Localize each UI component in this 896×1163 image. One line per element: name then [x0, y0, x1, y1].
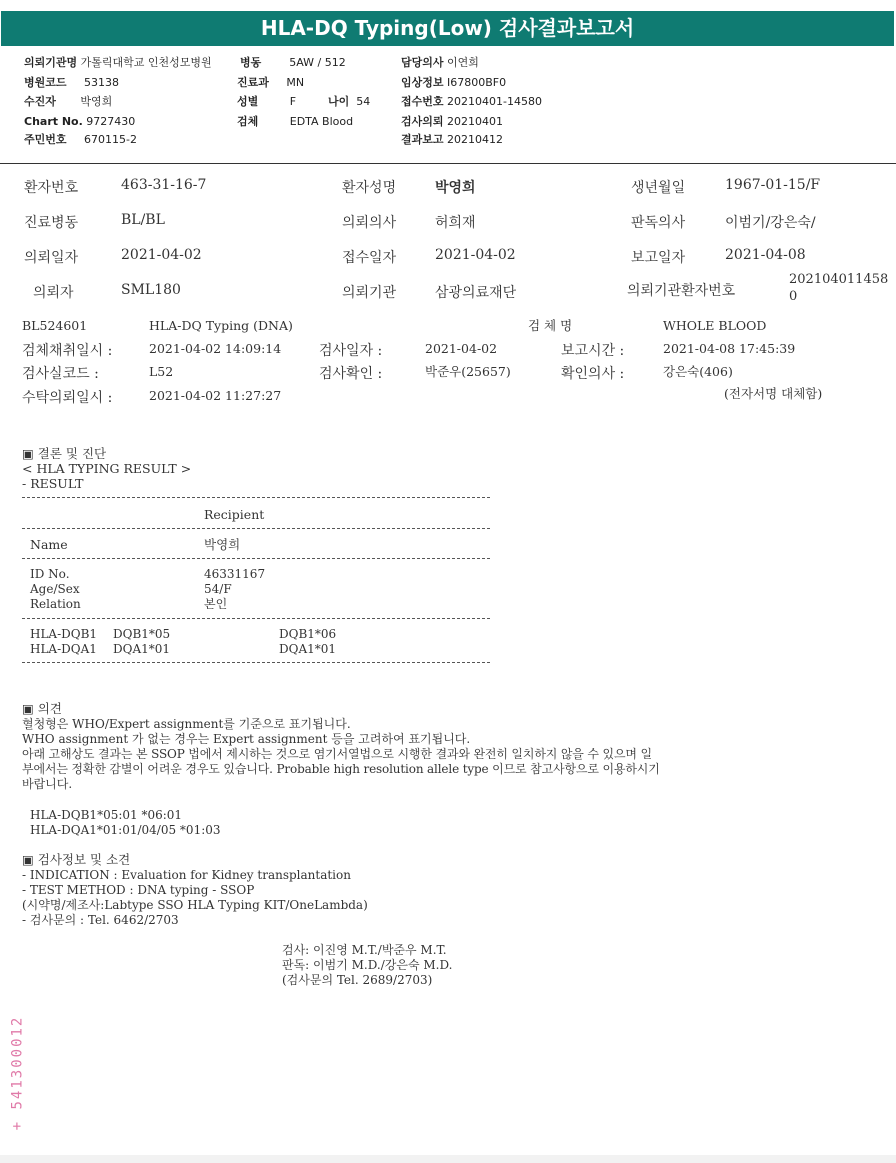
collect-value: 2021-04-02 14:09:14 — [149, 341, 282, 356]
name-value: 박영희 — [204, 537, 241, 552]
hospital-code-row: 병원코드 53138 — [24, 76, 119, 89]
recipient-header: Recipient — [204, 507, 265, 522]
divider — [22, 528, 490, 529]
dqa1-allele-2: DQA1*01 — [279, 642, 337, 656]
dqa1-label: HLA-DQA1 — [30, 642, 97, 656]
value-report-date: 2021-04-08 — [725, 247, 806, 263]
signature-line: 검사: 이진영 M.T./박준우 M.T. — [282, 943, 447, 957]
label-requesting-doctor: 의뢰의사 — [342, 215, 397, 231]
label-receipt-date: 접수일자 — [342, 250, 397, 266]
label-requesting-institution: 의뢰기관 — [342, 285, 397, 301]
opinion-heading: ▣ 의견 — [22, 701, 62, 716]
specimen-row: 검체 EDTA Blood — [237, 115, 354, 128]
dqb1-allele-1: DQB1*05 — [113, 627, 171, 641]
label-birthdate: 생년월일 — [631, 180, 686, 196]
opinion-line: 아래 고해상도 결과는 본 SSOP 법에서 제시하는 것으로 염기서열법으로 시행한 결과와 완전히 일치하지 않을 수 있으며 일 — [22, 747, 652, 761]
chart-no-row: Chart No. 9727430 — [24, 115, 136, 128]
esign-note: (전자서명 대체함) — [724, 386, 823, 401]
request-date-row: 검사의뢰 20210401 — [401, 115, 504, 128]
opinion-line: 혈청형은 WHO/Expert assignment를 기준으로 표기됩니다. — [22, 717, 351, 731]
specimen-label: 검 체 명 — [528, 318, 573, 333]
divider — [22, 662, 490, 663]
receipt-no-row: 접수번호 20210401-14580 — [401, 95, 542, 108]
dqa1-allele-1: DQA1*01 — [113, 642, 171, 656]
resident-no-row: 주민번호 670115-2 — [24, 133, 137, 146]
label-institution-patient-no: 의뢰기관환자번호 — [627, 283, 736, 299]
signature-line: 판독: 이범기 M.D./강은숙 M.D. — [282, 958, 453, 972]
request-label: 수탁의뢰일시 : — [22, 390, 113, 406]
confirm-label: 검사확인 : — [319, 366, 383, 382]
testinfo-line: (시약명/제조사:Labtype SSO HLA Typing KIT/OneLambda) — [22, 898, 368, 912]
dept-row: 진료과 MN — [237, 76, 305, 89]
label-request-date: 의뢰일자 — [24, 250, 79, 266]
dqb1-allele-2: DQB1*06 — [279, 627, 337, 641]
id-value: 46331167 — [204, 567, 266, 581]
label-patient-no: 환자번호 — [24, 180, 79, 196]
value-patient-name: 박영희 — [435, 180, 476, 196]
testdate-value: 2021-04-02 — [425, 341, 498, 356]
divider — [22, 558, 490, 559]
relation-label: Relation — [30, 597, 81, 611]
age-row: 나이 54 — [328, 95, 371, 108]
reporttime-label: 보고시간 : — [561, 343, 625, 359]
hr-dqb1: HLA-DQB1*05:01 *06:01 — [30, 808, 183, 822]
opinion-line: 부에서는 정확한 감별이 어려운 경우도 있습니다. Probable high resolution allele type 이므로 참고사항으로 이용하시기 — [22, 762, 660, 776]
testdate-label: 검사일자 : — [319, 343, 383, 359]
dqb1-label: HLA-DQB1 — [30, 627, 98, 641]
value-birthdate: 1967-01-15/F — [725, 177, 821, 193]
test-code: BL524601 — [22, 318, 88, 333]
testinfo-line: - TEST METHOD : DNA typing - SSOP — [22, 883, 255, 897]
result-label: - RESULT — [22, 476, 84, 491]
divider — [22, 618, 490, 619]
lab-value: L52 — [149, 364, 174, 379]
doctor-label: 확인의사 : — [561, 366, 625, 382]
physician-row: 담당의사 이연희 — [401, 56, 479, 69]
confirm-value: 박준우(25657) — [425, 364, 511, 379]
value-ward: BL/BL — [121, 212, 165, 228]
opinion-line: WHO assignment 가 없는 경우는 Expert assignment 등을 고려하여 표기됩니다. — [22, 732, 471, 746]
value-reading-doctor: 이범기/강은숙/ — [725, 215, 816, 231]
divider — [22, 497, 490, 498]
reporttime-value: 2021-04-08 17:45:39 — [663, 341, 796, 356]
hospital-row: 의뢰기관명 가톨릭대학교 인천성모병원 — [24, 56, 212, 69]
age-label: Age/Sex — [30, 582, 80, 596]
label-patient-name: 환자성명 — [342, 180, 397, 196]
value-requester: SML180 — [121, 282, 181, 298]
value-institution-patient-no: 202104011458 — [789, 272, 889, 287]
request-value: 2021-04-02 11:27:27 — [149, 388, 282, 403]
id-label: ID No. — [30, 567, 70, 581]
label-ward: 진료병동 — [24, 215, 79, 231]
patient-name-row: 수진자 박영희 — [24, 95, 113, 108]
report-date-row: 결과보고 20210412 — [401, 133, 504, 146]
value-receipt-date: 2021-04-02 — [435, 247, 516, 263]
label-report-date: 보고일자 — [631, 250, 686, 266]
clinical-info-row: 임상정보 I67800BF0 — [401, 76, 507, 89]
collect-label: 검체채취일시 : — [22, 343, 113, 359]
specimen-value: WHOLE BLOOD — [663, 318, 767, 333]
doctor-value: 강은숙(406) — [663, 364, 733, 379]
value-request-date: 2021-04-02 — [121, 247, 202, 263]
label-requester: 의뢰자 — [33, 285, 74, 301]
testinfo-line: - INDICATION : Evaluation for Kidney transplantation — [22, 868, 351, 882]
value-patient-no: 463-31-16-7 — [121, 177, 207, 193]
relation-value: 본인 — [204, 597, 228, 611]
lab-label: 검사실코드 : — [22, 366, 99, 382]
header-info — [0, 55, 896, 165]
opinion-line: 바랍니다. — [22, 777, 73, 791]
side-serial-number: + 541300012 — [9, 1015, 26, 1131]
result-heading: ▣ 결론 및 진단 — [22, 446, 107, 461]
value-institution-patient-no-cont: 0 — [789, 289, 798, 304]
name-label: Name — [30, 537, 68, 552]
ward-row: 병동 5AW / 512 — [240, 56, 346, 69]
test-name: HLA-DQ Typing (DNA) — [149, 318, 293, 333]
result-subheading: < HLA TYPING RESULT > — [22, 461, 192, 476]
age-value: 54/F — [204, 582, 232, 596]
hr-dqa1: HLA-DQA1*01:01/04/05 *01:03 — [30, 823, 221, 837]
value-requesting-doctor: 허희재 — [435, 215, 476, 231]
report-title: HLA-DQ Typing(Low) 검사결과보고서 — [1, 11, 894, 46]
header-divider — [0, 163, 896, 164]
signature-line: (검사문의 Tel. 2689/2703) — [282, 973, 433, 987]
value-requesting-institution: 삼광의료재단 — [435, 285, 517, 301]
testinfo-line: - 검사문의 : Tel. 6462/2703 — [22, 913, 179, 927]
testinfo-heading: ▣ 검사정보 및 소견 — [22, 852, 131, 867]
sex-row: 성별 F — [237, 95, 297, 108]
label-reading-doctor: 판독의사 — [631, 215, 686, 231]
